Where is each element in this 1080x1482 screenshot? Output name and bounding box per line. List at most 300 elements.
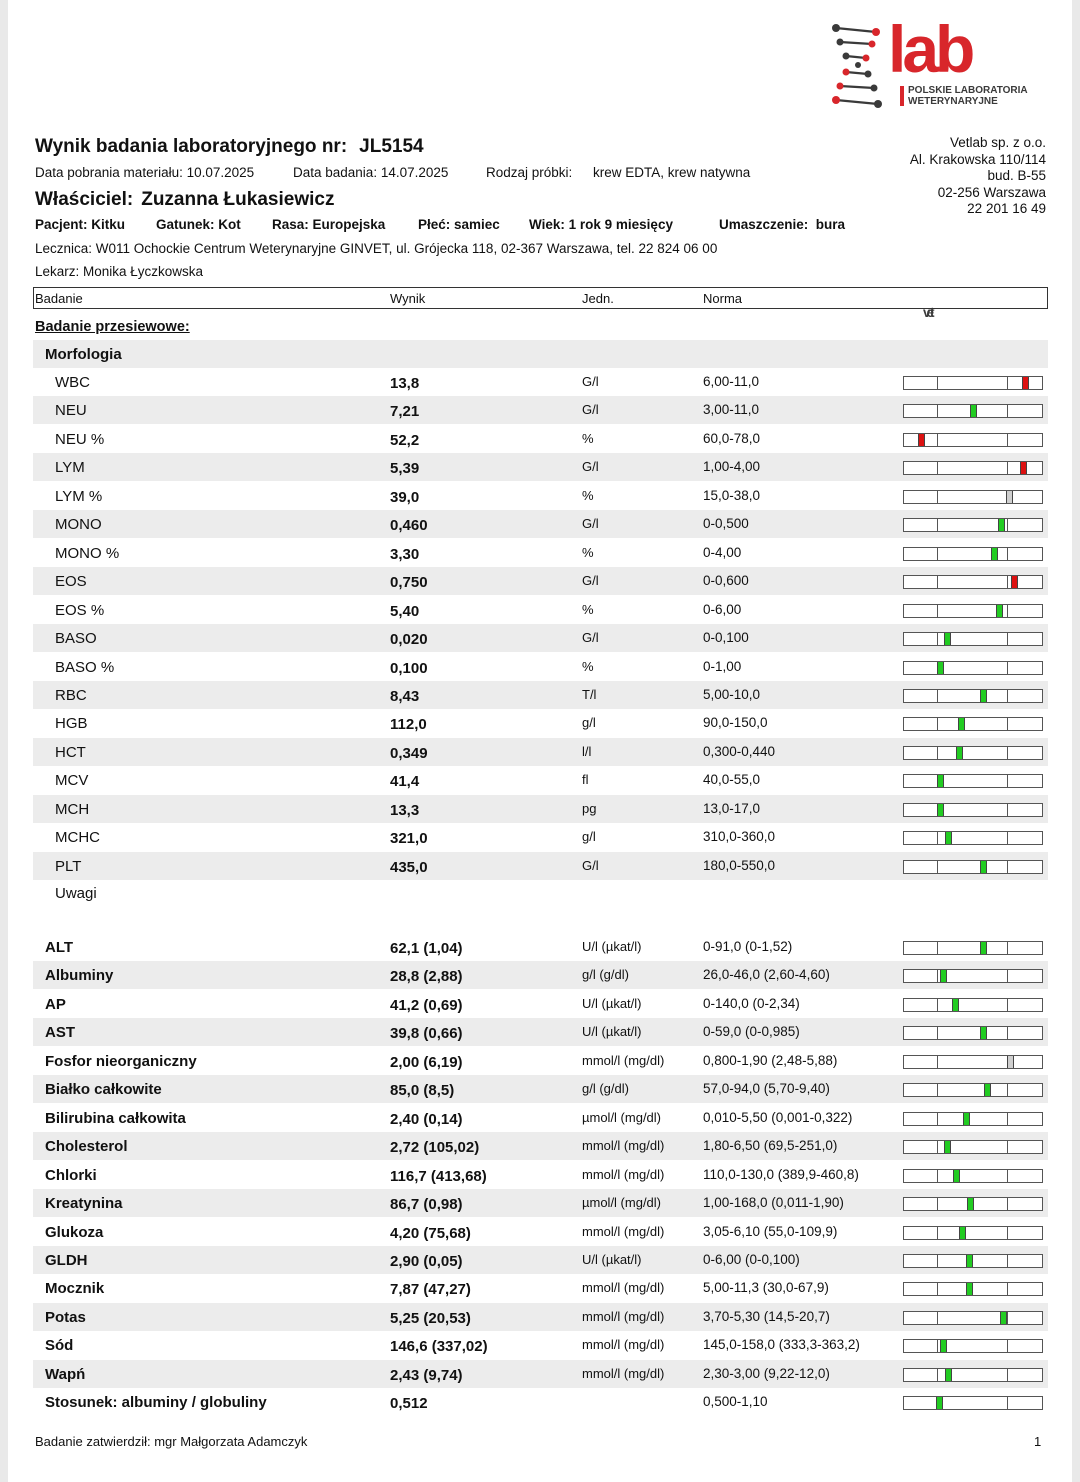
test-result: 39,0 [390, 488, 420, 506]
range-indicator [903, 632, 1043, 646]
test-norm: 0-1,00 [703, 658, 742, 674]
range-high-tick [1007, 519, 1008, 531]
remarks-label: Uwagi [55, 885, 97, 902]
table-row [33, 795, 1048, 823]
test-result: 0,750 [390, 574, 428, 592]
range-high-tick [1007, 999, 1008, 1011]
table-row [33, 1303, 1048, 1331]
range-indicator [903, 774, 1043, 788]
report-title: Wynik badania laboratoryjnego nr: JL5154 [35, 136, 424, 157]
table-row [33, 1047, 1048, 1075]
range-low-tick [937, 491, 938, 503]
range-low-tick [937, 633, 938, 645]
range-high-tick [1007, 462, 1008, 474]
result-marker [980, 942, 987, 954]
table-row [33, 1218, 1048, 1246]
patient-breed: Rasa: Europejska [272, 217, 386, 232]
test-unit: g/l [582, 829, 596, 845]
range-low-tick [937, 576, 938, 588]
test-unit: mmol/l (mg/dl) [582, 1308, 665, 1324]
test-name: NEU [55, 402, 87, 420]
test-unit: U/l (µkat/l) [582, 939, 642, 954]
table-row [33, 823, 1048, 851]
test-result: 146,6 (337,02) [390, 1338, 488, 1356]
test-result: 86,7 (0,98) [390, 1196, 463, 1214]
col-unit: Jedn. [582, 291, 614, 306]
test-norm: 145,0-158,0 (333,3-363,2) [703, 1337, 860, 1353]
test-name: Albuminy [45, 967, 114, 985]
result-marker [980, 861, 987, 873]
table-row [33, 1018, 1048, 1046]
test-result: 116,7 (413,68) [390, 1167, 487, 1185]
test-unit: fl [582, 772, 589, 788]
range-indicator [903, 1311, 1043, 1325]
result-marker [937, 662, 944, 674]
test-name: Bilirubina całkowita [45, 1109, 186, 1127]
test-norm: 0-59,0 (0-0,985) [703, 1024, 800, 1040]
test-norm: 5,00-10,0 [703, 686, 761, 702]
result-marker [1007, 1056, 1014, 1068]
range-low-tick [937, 1113, 938, 1125]
test-norm: 180,0-550,0 [703, 857, 776, 873]
result-marker [937, 775, 944, 787]
test-norm: 0-0,100 [703, 630, 749, 646]
range-high-tick [1007, 633, 1008, 645]
test-name: Mocznik [45, 1280, 105, 1298]
range-low-tick [937, 548, 938, 560]
range-indicator [903, 1226, 1043, 1240]
test-norm: 1,00-4,00 [703, 459, 761, 475]
table-row [33, 738, 1048, 766]
range-low-tick [937, 519, 938, 531]
range-indicator [903, 998, 1043, 1012]
result-marker [996, 605, 1003, 617]
table-row [33, 1360, 1048, 1388]
result-marker [956, 747, 963, 759]
dna-helix-icon [828, 22, 890, 110]
range-high-tick [1007, 576, 1008, 588]
test-name: MCHC [55, 829, 100, 847]
range-indicator [903, 404, 1043, 418]
range-high-tick [1007, 1369, 1008, 1381]
range-low-tick [937, 405, 938, 417]
range-low-tick [937, 1198, 938, 1210]
test-name: Białko całkowite [45, 1081, 162, 1099]
logo-wordmark: vet lab [888, 12, 972, 320]
test-name: EOS % [55, 601, 105, 619]
range-low-tick [937, 690, 938, 702]
test-name: EOS [55, 573, 87, 591]
col-test: Badanie [35, 291, 83, 306]
test-date: Data badania: 14.07.2025 [293, 165, 449, 180]
test-unit: µmol/l (mg/dl) [582, 1109, 661, 1125]
test-result: 5,40 [390, 602, 420, 620]
result-marker [952, 999, 959, 1011]
range-high-tick [1007, 377, 1008, 389]
range-high-tick [1007, 1227, 1008, 1239]
test-name: Stosunek: albuminy / globuliny [45, 1394, 267, 1412]
test-norm: 110,0-130,0 (389,9-460,8) [703, 1166, 859, 1182]
test-name: Chlorki [45, 1166, 97, 1184]
clinic-info: Lecznica: W011 Ochockie Centrum Weterynaryjne GINVET, ul. Grójecka 118, 02-367 Warszawa, tel. 22 824 06 00 [35, 241, 718, 256]
test-unit: % [582, 430, 594, 446]
test-unit: T/l [582, 686, 597, 702]
test-unit: U/l (µkat/l) [582, 1024, 642, 1040]
sample-label: Rodzaj próbki: [486, 165, 573, 180]
table-row [33, 1161, 1048, 1189]
test-name: LYM % [55, 487, 103, 505]
test-unit: % [582, 601, 594, 617]
range-high-tick [1007, 942, 1008, 954]
table-row [33, 933, 1048, 961]
test-name: Cholesterol [45, 1138, 128, 1156]
range-indicator [903, 518, 1043, 532]
range-high-tick [1007, 1084, 1008, 1096]
test-norm: 0-0,600 [703, 573, 749, 589]
test-name: MONO [55, 516, 102, 534]
test-result: 13,8 [390, 375, 420, 392]
test-result: 5,39 [390, 460, 420, 478]
test-unit: U/l (µkat/l) [582, 1251, 642, 1267]
range-indicator [903, 433, 1043, 447]
logo-red-bar [900, 86, 904, 106]
range-high-tick [1007, 1312, 1008, 1324]
test-norm: 3,00-11,0 [703, 402, 760, 418]
range-low-tick [937, 861, 938, 873]
test-norm: 1,80-6,50 (69,5-251,0) [703, 1138, 838, 1154]
result-marker [940, 970, 947, 982]
range-high-tick [1007, 718, 1008, 730]
test-result: 13,3 [390, 801, 420, 819]
range-indicator [903, 1055, 1043, 1069]
table-row [33, 1189, 1048, 1217]
result-marker [1020, 462, 1027, 474]
test-unit: % [582, 658, 594, 674]
result-marker [970, 405, 977, 417]
vet-name: Lekarz: Monika Łyczkowska [35, 264, 204, 279]
result-marker [959, 1227, 966, 1239]
result-marker [940, 1340, 947, 1352]
test-norm: 3,05-6,10 (55,0-109,9) [703, 1223, 838, 1239]
range-indicator [903, 461, 1043, 475]
range-indicator [903, 1140, 1043, 1154]
range-high-tick [1007, 1170, 1008, 1182]
test-name: MCH [55, 800, 90, 818]
range-low-tick [937, 718, 938, 730]
result-marker [945, 1369, 952, 1381]
test-norm: 3,70-5,30 (14,5-20,7) [703, 1308, 830, 1324]
logo-subtitle: POLSKIE LABORATORIA WETERYNARYJNE [908, 85, 1028, 107]
patient-species: Gatunek: Kot [156, 217, 241, 232]
patient-coat: Umaszczenie: bura [719, 217, 846, 232]
approved-by: Badanie zatwierdził: mgr Małgorzata Adamczyk [35, 1434, 308, 1449]
range-high-tick [1007, 1255, 1008, 1267]
test-norm: 60,0-78,0 [703, 430, 761, 446]
test-unit: mmol/l (mg/dl) [582, 1138, 665, 1154]
test-result: 0,460 [390, 517, 428, 535]
table-row [33, 453, 1048, 481]
result-marker [1006, 491, 1013, 503]
table-row [33, 1246, 1048, 1274]
test-unit: G/l [582, 374, 599, 389]
test-name: HCT [55, 743, 86, 761]
range-high-tick [1007, 861, 1008, 873]
range-indicator [903, 604, 1043, 618]
table-row [33, 961, 1048, 989]
test-result: 5,25 (20,53) [390, 1309, 471, 1327]
test-name: HGB [55, 715, 88, 733]
test-norm: 0-6,00 (0-0,100) [703, 1251, 800, 1267]
test-result: 3,30 [390, 545, 420, 563]
result-marker [984, 1084, 991, 1096]
test-name: BASO % [55, 658, 115, 676]
result-marker [966, 1255, 973, 1267]
range-indicator [903, 689, 1043, 703]
table-row [33, 766, 1048, 794]
range-indicator [903, 1396, 1043, 1410]
range-high-tick [1007, 1141, 1008, 1153]
result-marker [953, 1170, 960, 1182]
test-unit: G/l [582, 857, 599, 873]
result-marker [980, 690, 987, 702]
result-marker [991, 548, 998, 560]
table-row [33, 653, 1048, 681]
result-marker [1000, 1312, 1007, 1324]
test-name: Sód [45, 1337, 74, 1355]
test-unit: % [582, 487, 594, 503]
result-marker [1011, 576, 1018, 588]
test-unit: g/l (g/dl) [582, 1081, 629, 1097]
range-indicator [903, 376, 1043, 390]
result-marker [998, 519, 1005, 531]
table-row [33, 1132, 1048, 1160]
test-result: 8,43 [390, 687, 420, 705]
range-low-tick [937, 1141, 938, 1153]
result-marker [918, 434, 925, 446]
test-norm: 40,0-55,0 [703, 772, 761, 788]
table-row [33, 1104, 1048, 1132]
test-result: 0,349 [390, 744, 428, 762]
range-indicator [903, 831, 1043, 845]
range-indicator [903, 1083, 1043, 1097]
test-result: 28,8 (2,88) [390, 968, 463, 986]
table-row [33, 709, 1048, 737]
test-result: 85,0 (8,5) [390, 1082, 455, 1100]
range-low-tick [937, 1027, 938, 1039]
report-number: JL5154 [359, 136, 424, 157]
col-result: Wynik [390, 291, 426, 306]
page-number: 1 [1034, 1434, 1042, 1449]
test-name: MCV [55, 772, 89, 790]
result-marker [1022, 377, 1029, 389]
group-title-morfologia: Morfologia [33, 340, 1048, 368]
test-norm: 0,800-1,90 (2,48-5,88) [703, 1052, 838, 1068]
company-address: Vetlab sp. z o.o. Al. Krakowska 110/114 bud. B-55 02-256 Warszawa 22 201 16 49 [909, 135, 1046, 216]
results-table-header [33, 287, 1048, 309]
sample-value: krew EDTA, krew natywna [593, 165, 751, 180]
test-name: BASO [55, 630, 97, 648]
collection-date: Data pobrania materiału: 10.07.2025 [35, 165, 255, 180]
table-row [33, 1274, 1048, 1302]
test-result: 2,90 (0,05) [390, 1252, 463, 1270]
test-norm: 0-4,00 [703, 544, 742, 560]
range-indicator [903, 1368, 1043, 1382]
table-row [33, 1075, 1048, 1103]
range-low-tick [937, 377, 938, 389]
page-frame-right [1072, 0, 1080, 1482]
test-unit: mmol/l (mg/dl) [582, 1365, 665, 1381]
patient-sex: Płeć: samiec [418, 217, 500, 232]
result-marker [944, 633, 951, 645]
section-title: Badanie przesiewowe: [35, 319, 190, 335]
range-indicator [903, 1026, 1043, 1040]
owner: Właściciel: Zuzanna Łukasiewicz [35, 189, 335, 210]
test-norm: 13,0-17,0 [703, 800, 761, 816]
range-indicator [903, 490, 1043, 504]
range-high-tick [1007, 832, 1008, 844]
range-high-tick [1007, 1198, 1008, 1210]
range-high-tick [1007, 434, 1008, 446]
range-low-tick [937, 1340, 938, 1352]
test-norm: 0,010-5,50 (0,001-0,322) [703, 1109, 853, 1125]
test-name: AP [45, 995, 66, 1013]
range-low-tick [937, 462, 938, 474]
range-high-tick [1007, 970, 1008, 982]
test-name: AST [45, 1024, 75, 1042]
test-unit: mmol/l (mg/dl) [582, 1052, 665, 1068]
test-norm: 0,500-1,10 [703, 1394, 768, 1410]
test-result: 0,100 [390, 659, 428, 677]
test-unit: U/l (µkat/l) [582, 995, 642, 1011]
range-indicator [903, 575, 1043, 589]
range-low-tick [937, 1056, 938, 1068]
test-name: Kreatynina [45, 1195, 123, 1213]
table-row [33, 681, 1048, 709]
range-indicator [903, 1112, 1043, 1126]
test-norm: 90,0-150,0 [703, 715, 768, 731]
range-indicator [903, 969, 1043, 983]
range-high-tick [1007, 1283, 1008, 1295]
result-marker [963, 1113, 970, 1125]
table-row [33, 852, 1048, 880]
test-result: 7,87 (47,27) [390, 1281, 471, 1299]
test-name: GLDH [45, 1251, 88, 1269]
range-indicator [903, 860, 1043, 874]
owner-name: Zuzanna Łukasiewicz [141, 189, 335, 210]
patient-age: Wiek: 1 rok 9 miesięcy [529, 217, 673, 232]
table-row [33, 1388, 1048, 1416]
range-low-tick [937, 1084, 938, 1096]
range-low-tick [937, 747, 938, 759]
test-unit: mmol/l (mg/dl) [582, 1337, 665, 1353]
range-low-tick [937, 1170, 938, 1182]
table-row [33, 396, 1048, 424]
range-indicator [903, 661, 1043, 675]
test-name: PLT [55, 857, 82, 875]
range-high-tick [1007, 662, 1008, 674]
table-row [33, 990, 1048, 1018]
test-norm: 5,00-11,3 (30,0-67,9) [703, 1280, 829, 1296]
test-result: 0,020 [390, 631, 428, 649]
test-result: 62,1 (1,04) [390, 940, 463, 957]
result-marker [937, 804, 944, 816]
test-result: 0,512 [390, 1395, 428, 1413]
test-norm: 1,00-168,0 (0,011-1,90) [703, 1195, 844, 1211]
col-norm: Norma [703, 291, 743, 306]
test-name: Wapń [45, 1365, 86, 1383]
range-low-tick [937, 1312, 938, 1324]
test-unit: l/l [582, 743, 592, 759]
table-row [33, 368, 1048, 396]
range-indicator [903, 547, 1043, 561]
result-marker [944, 1141, 951, 1153]
table-row [33, 624, 1048, 652]
table-row [33, 482, 1048, 510]
test-name: Fosfor nieorganiczny [45, 1052, 197, 1070]
range-indicator [903, 717, 1043, 731]
range-low-tick [937, 999, 938, 1011]
result-marker [958, 718, 965, 730]
range-indicator [903, 941, 1043, 955]
result-marker [966, 1283, 973, 1295]
test-unit: G/l [582, 573, 599, 589]
table-row [33, 596, 1048, 624]
result-marker [945, 832, 952, 844]
test-unit: G/l [582, 630, 599, 646]
test-result: 39,8 (0,66) [390, 1025, 463, 1043]
table-row [33, 1331, 1048, 1359]
test-result: 4,20 (75,68) [390, 1224, 471, 1242]
range-indicator [903, 1339, 1043, 1353]
test-unit: µmol/l (mg/dl) [582, 1195, 661, 1211]
range-high-tick [1007, 548, 1008, 560]
test-name: RBC [55, 686, 87, 704]
test-norm: 0,300-0,440 [703, 743, 776, 759]
test-unit: g/l [582, 715, 596, 731]
range-low-tick [937, 1227, 938, 1239]
test-name: NEU % [55, 430, 105, 448]
range-low-tick [937, 832, 938, 844]
test-norm: 0-140,0 (0-2,34) [703, 995, 800, 1011]
test-result: 41,2 (0,69) [390, 996, 463, 1014]
test-name: WBC [55, 374, 90, 391]
range-low-tick [937, 942, 938, 954]
test-unit: G/l [582, 516, 599, 532]
test-unit: G/l [582, 459, 599, 475]
result-marker [980, 1027, 987, 1039]
test-norm: 57,0-94,0 (5,70-9,40) [703, 1081, 830, 1097]
range-indicator [903, 803, 1043, 817]
range-high-tick [1007, 804, 1008, 816]
range-high-tick [1007, 747, 1008, 759]
range-high-tick [1007, 1027, 1008, 1039]
test-norm: 2,30-3,00 (9,22-12,0) [703, 1365, 830, 1381]
test-norm: 15,0-38,0 [703, 487, 761, 503]
range-low-tick [937, 434, 938, 446]
test-result: 41,4 [390, 773, 420, 791]
range-indicator [903, 1197, 1043, 1211]
test-unit: pg [582, 800, 597, 816]
range-high-tick [1007, 1397, 1008, 1409]
range-indicator [903, 1282, 1043, 1296]
test-norm: 26,0-46,0 (2,60-4,60) [703, 967, 830, 983]
range-low-tick [937, 605, 938, 617]
test-unit: % [582, 544, 594, 560]
test-result: 112,0 [390, 716, 427, 734]
test-name: Glukoza [45, 1223, 104, 1241]
patient-name: Pacjent: Kitku [35, 217, 126, 232]
test-result: 321,0 [390, 830, 428, 848]
